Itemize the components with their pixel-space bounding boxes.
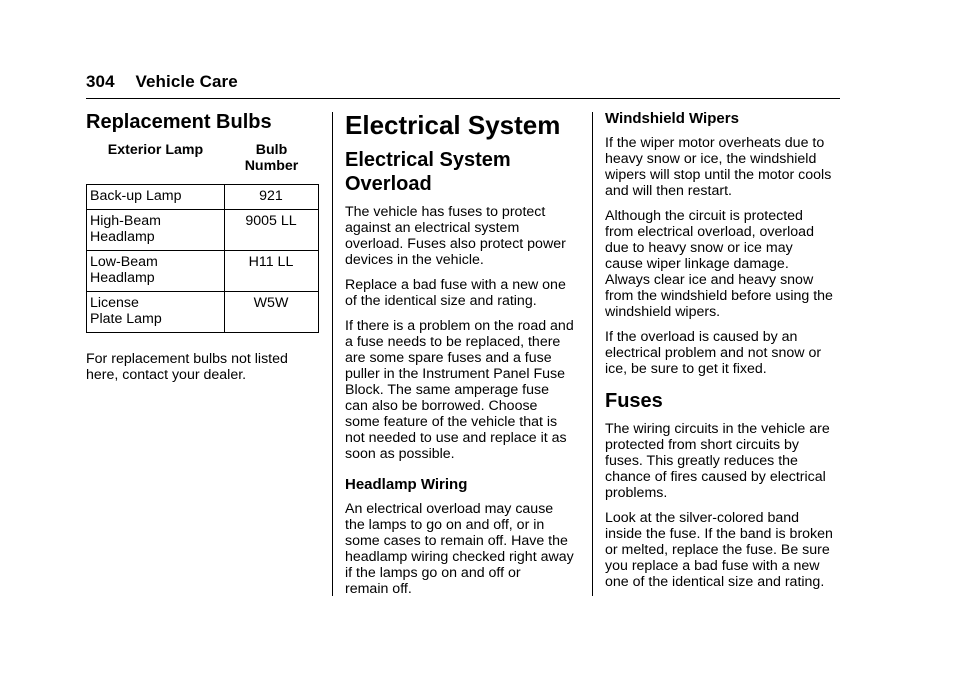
headlamp-wiring-paragraph: An electrical overload may cause the lamps to go on and off, or in some cases to remain off. Have the headlamp wiring checked right away if the lamps go on and off or remain off. xyxy=(345,501,574,597)
bulb-lamp-cell: High-Beam Headlamp xyxy=(87,210,225,251)
column-replacement-bulbs xyxy=(86,110,322,392)
column-divider-left xyxy=(332,112,333,596)
bulb-lamp-cell: Back-up Lamp xyxy=(87,185,225,210)
fuses-paragraph-1: The wiring circuits in the vehicle are protected from short circuits by fuses. This greatly reduces the chance of fires caused by electrical problems. xyxy=(605,421,830,501)
bulb-table xyxy=(86,140,319,333)
bulb-number-cell: 921 xyxy=(225,185,319,210)
bulb-number-cell: H11 LL xyxy=(225,251,319,292)
overload-paragraph-1: The vehicle has fuses to protect against an electrical system overload. Fuses also protect power devices in the vehicle. xyxy=(345,204,566,268)
fuses-heading: Fuses xyxy=(605,390,663,412)
wipers-paragraph-1: If the wiper motor overheats due to heavy snow or ice, the windshield wipers will stop until the motor cools and will then restart. xyxy=(605,135,832,199)
page-number: 304 xyxy=(86,72,115,91)
overload-subheading: Electrical System Overload xyxy=(345,149,511,195)
overload-paragraph-2: Replace a bad fuse with a new one of the identical size and rating. xyxy=(345,277,566,309)
replacement-bulbs-note: For replacement bulbs not listed here, contact your dealer. xyxy=(86,351,288,383)
column-divider-right xyxy=(592,112,593,596)
section-title: Vehicle Care xyxy=(135,72,238,91)
fuses-paragraph-2: Look at the silver-colored band inside the fuse. If the band is broken or melted, replace the fuse. Be sure you replace a bad fuse with a new one of the identical size and rating. xyxy=(605,510,833,590)
bulb-lamp-cell: License Plate Lamp xyxy=(87,292,225,333)
bulb-number-cell: W5W xyxy=(225,292,319,333)
bulb-table-header-row xyxy=(87,140,319,185)
electrical-system-heading: Electrical System xyxy=(345,110,561,140)
bulb-table-header-number: Bulb Number xyxy=(244,142,299,174)
windshield-wipers-heading: Windshield Wipers xyxy=(605,110,739,127)
table-row xyxy=(87,210,319,251)
bulb-lamp-cell: Low-Beam Headlamp xyxy=(87,251,225,292)
overload-paragraph-3: If there is a problem on the road and a fuse needs to be replaced, there are some spare fuses and a fuse puller in the Instrument Panel Fuse Block. The same amperage fuse can also be borrowed. Choose some feature of the vehicle that is not needed to use and replace it as soon as possible. xyxy=(345,318,574,462)
table-row xyxy=(87,251,319,292)
wipers-paragraph-2: Although the circuit is protected from electrical overload, overload due to heavy snow or ice may cause wiper linkage damage. Always clear ice and heavy snow from the windshield before using the windshield wipers. xyxy=(605,208,833,320)
bulb-table-header-lamp: Exterior Lamp xyxy=(107,142,204,158)
wipers-paragraph-3: If the overload is caused by an electrical problem and not snow or ice, be sure to get it fixed. xyxy=(605,329,822,377)
headlamp-wiring-heading: Headlamp Wiring xyxy=(345,476,468,493)
bulb-number-cell: 9005 LL xyxy=(225,210,319,251)
replacement-bulbs-heading: Replacement Bulbs xyxy=(86,111,272,133)
header-rule xyxy=(86,98,840,99)
column-wipers-fuses xyxy=(605,110,845,599)
table-row xyxy=(87,292,319,333)
page-header xyxy=(86,72,238,92)
column-electrical-system xyxy=(345,110,585,606)
table-row xyxy=(87,185,319,210)
